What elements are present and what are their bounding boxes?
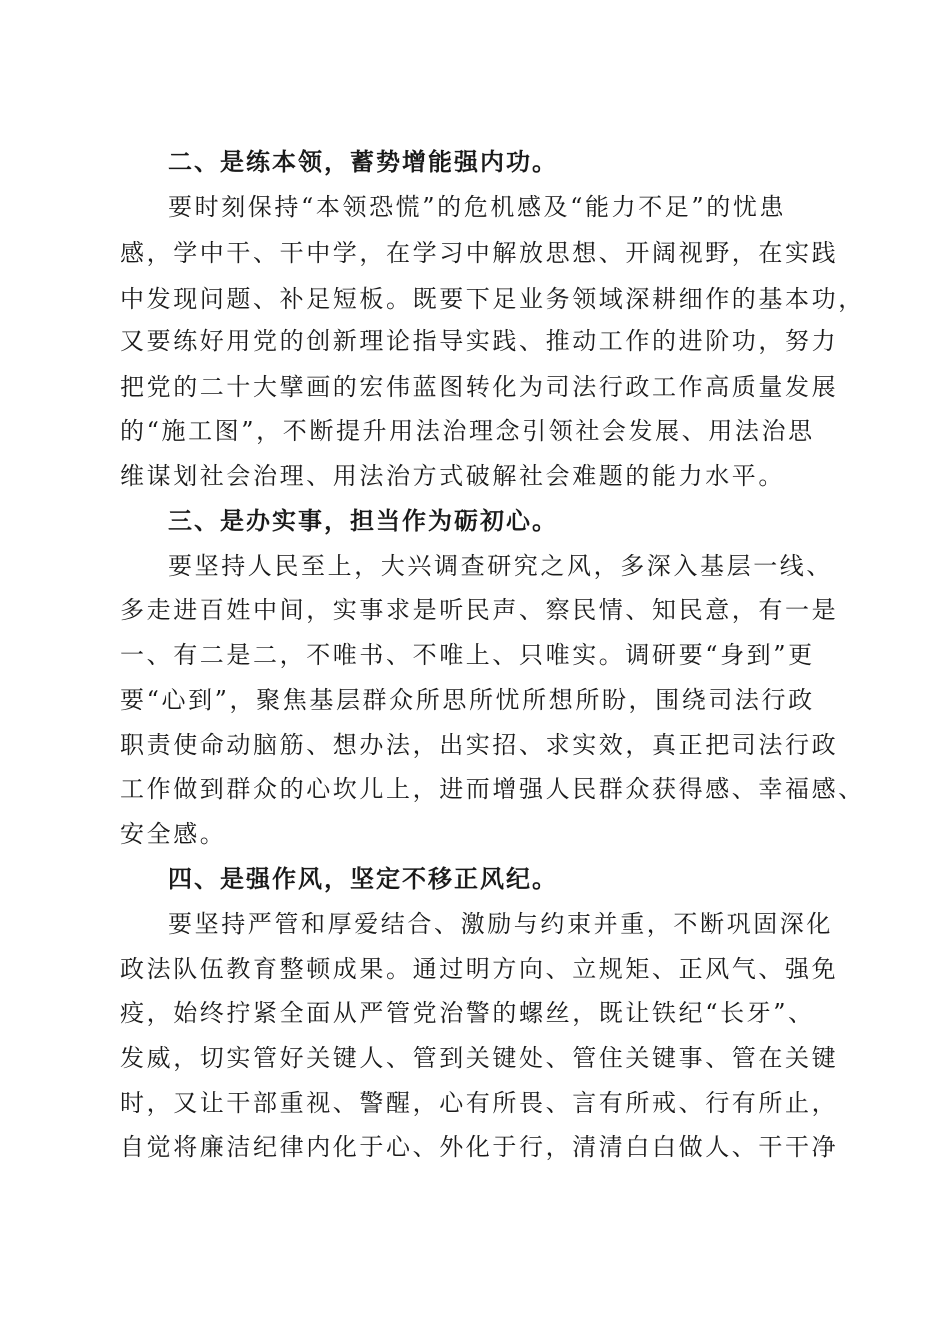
paragraph-line: 维谋划社会治理、用法治方式破解社会难题的能力水平。 xyxy=(120,462,785,490)
paragraph-line: 安全感。 xyxy=(120,820,227,848)
paragraph-line: 一、有二是二，不唯书、不唯上、只唯实。调研要“身到”更 xyxy=(120,641,815,669)
paragraph-line: 又要练好用党的创新理论指导实践、推动工作的进阶功，努力 xyxy=(120,327,839,355)
section-heading: 四、是强作风，坚定不移正风纪。 xyxy=(168,865,558,893)
paragraph-line: 疫，始终拧紧全面从严管党治警的螺丝，既让铁纪“长牙”、 xyxy=(120,999,815,1027)
paragraph-line: 要坚持严管和厚爱结合、激励与约束并重，不断巩固深化 xyxy=(168,910,833,938)
paragraph-line: 把党的二十大擘画的宏伟蓝图转化为司法行政工作高质量发展 xyxy=(120,373,839,401)
paragraph-line: 要坚持人民至上，大兴调查研究之风，多深入基层一线、 xyxy=(168,552,833,580)
paragraph-line: 发威，切实管好关键人、管到关键处、管住关键事、管在关键 xyxy=(120,1044,839,1072)
paragraph-line: 要时刻保持“本领恐慌”的危机感及“能力不足”的忧患 xyxy=(168,193,787,221)
paragraph-line: 感，学中干、干中学，在学习中解放思想、开阔视野，在实践 xyxy=(120,239,839,267)
paragraph-line: 要“心到”，聚焦基层群众所思所忧所想所盼，围绕司法行政 xyxy=(120,686,815,714)
section-heading: 二、是练本领，蓄势增能强内功。 xyxy=(168,148,558,176)
paragraph-line: 的“施工图”，不断提升用法治理念引领社会发展、用法治思 xyxy=(120,417,815,445)
paragraph-line: 中发现问题、补足短板。既要下足业务领域深耕细作的基本功， xyxy=(120,285,865,313)
section-heading: 三、是办实事，担当作为砺初心。 xyxy=(168,507,558,535)
paragraph-line: 政法队伍教育整顿成果。通过明方向、立规矩、正风气、强免 xyxy=(120,955,839,983)
paragraph-line: 职责使命动脑筋、想办法，出实招、求实效，真正把司法行政 xyxy=(120,731,839,759)
paragraph-line: 时，又让干部重视、警醒，心有所畏、言有所戒、行有所止， xyxy=(120,1089,839,1117)
paragraph-line: 工作做到群众的心坎儿上，进而增强人民群众获得感、幸福感、 xyxy=(120,775,865,803)
paragraph-line: 多走进百姓中间，实事求是听民声、察民情、知民意，有一是 xyxy=(120,596,839,624)
paragraph-line: 自觉将廉洁纪律内化于心、外化于行，清清白白做人、干干净 xyxy=(120,1133,839,1161)
